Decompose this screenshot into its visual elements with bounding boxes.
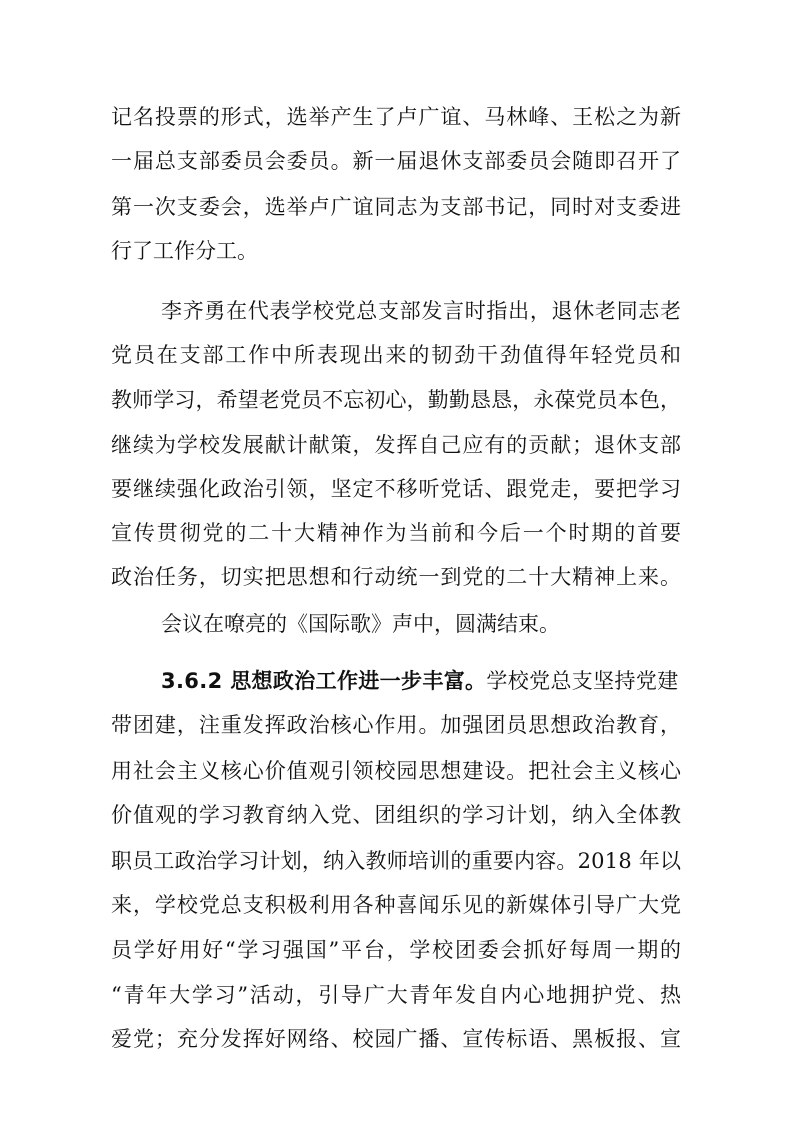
paragraph-1-line-3: 第一次支委会，选举卢广谊同志为支部书记，同时对支委进	[111, 195, 682, 219]
paragraph-4-line-1	[161, 666, 681, 696]
paragraph-2-line-1: 李齐勇在代表学校党总支部发言时指出，退休老同志老	[161, 299, 682, 323]
paragraph-4-line-7: 员学好用好“学习强国”平台，学校团委会抓好每周一期的	[111, 938, 683, 962]
paragraph-4-line-6: 来，学校党总支积极利用各种喜闻乐见的新媒体引导广大党	[111, 893, 682, 917]
paragraph-4-line-8: “青年大学习”活动，引导广大青年发自内心地拥护党、热	[111, 983, 683, 1007]
paragraph-1-line-1: 记名投票的形式，选举产生了卢广谊、马林峰、王松之为新	[111, 105, 682, 129]
paragraph-4-line-4: 价值观的学习教育纳入党、团组织的学习计划，纳入全体教	[111, 803, 682, 827]
paragraph-4-line-5: 职员工政治学习计划，纳入教师培训的重要内容。2018 年以	[111, 849, 682, 873]
section-heading: 3.6.2 思想政治工作进一步丰富。	[161, 669, 487, 693]
paragraph-2-line-3: 教师学习，希望老党员不忘初心，勤勤恳恳，永葆党员本色，	[111, 388, 682, 412]
paragraph-4-line-1-rest: 学校党总支坚持党建	[486, 669, 679, 693]
paragraph-2-line-7: 政治任务，切实把思想和行动统一到党的二十大精神上来。	[111, 565, 682, 589]
paragraph-1-line-4: 行了工作分工。	[111, 239, 258, 263]
paragraph-4-line-3: 用社会主义核心价值观引领校园思想建设。把社会主义核心	[111, 759, 682, 783]
paragraph-2-line-5: 要继续强化政治引领，坚定不移听党话、跟党走，要把学习	[111, 477, 682, 501]
paragraph-2-line-2: 党员在支部工作中所表现出来的韧劲干劲值得年轻党员和	[111, 343, 683, 367]
paragraph-4-line-2: 带团建，注重发挥政治核心作用。加强团员思想政治教育，	[111, 713, 682, 737]
paragraph-2-line-6: 宣传贯彻党的二十大精神作为当前和今后一个时期的首要	[111, 521, 683, 545]
paragraph-4-line-9: 爱党；充分发挥好网络、校园广播、宣传标语、黑板报、宣	[111, 1027, 682, 1051]
paragraph-2-line-4: 继续为学校发展献计献策，发挥自己应有的贡献；退休支部	[111, 433, 682, 457]
paragraph-1-line-2: 一届总支部委员会委员。新一届退休支部委员会随即召开了	[111, 149, 682, 173]
paragraph-3-line-1: 会议在嘹亮的《国际歌》声中，圆满结束。	[161, 612, 560, 636]
